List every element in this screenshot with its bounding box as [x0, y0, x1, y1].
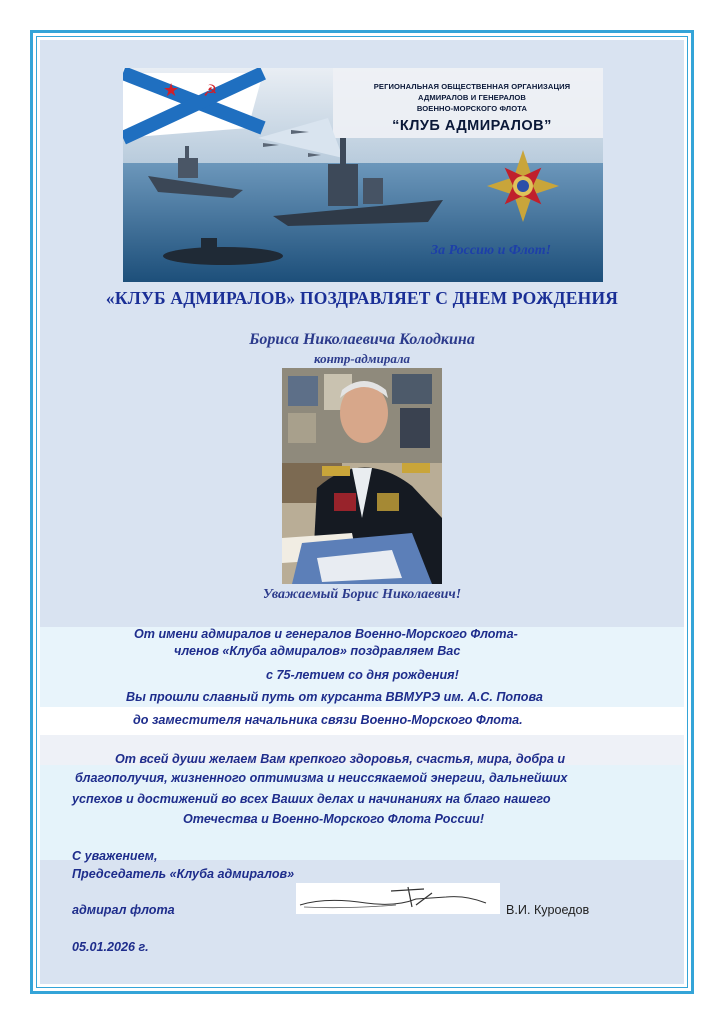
honoree-name: Бориса Николаевича Колодкина	[249, 331, 475, 348]
page-title: «КЛУБ АДМИРАЛОВ» ПОЗДРАВЛЯЕТ С ДНЕМ РОЖДЕНИЯ	[105, 288, 619, 308]
signer-name: В.И. Куроедов	[506, 903, 590, 917]
honoree-photo	[282, 368, 442, 584]
motto: За Россию и Флот!	[431, 243, 552, 258]
body-line: благополучия, жизненного оптимизма и неиссякаемой энергии, дальнейших	[75, 771, 568, 785]
org-line: ВОЕННО-МОРСКОГО ФЛОТА	[416, 104, 528, 113]
portrait-illustration	[282, 368, 442, 584]
body-line: членов «Клуба адмиралов» поздравляем Вас	[174, 644, 461, 658]
signer-position: Председатель «Клуба адмиралов»	[72, 867, 295, 881]
body-line: с 75-летием со дня рождения!	[266, 668, 459, 682]
honoree-rank: контр-адмирала	[313, 351, 410, 366]
organization-title	[347, 81, 597, 134]
body-line: От имени адмиралов и генералов Военно-Морского Флота-	[134, 627, 518, 641]
club-name: “КЛУБ АДМИРАЛОВ”	[392, 118, 552, 134]
date: 05.01.2026 г.	[72, 940, 149, 954]
body-line: От всей души желаем Вам крепкого здоровья, счастья, мира, добра и	[115, 752, 566, 766]
svg-text:★: ★	[163, 80, 180, 101]
body-line: Отечества и Военно-Морского Флота России!	[183, 812, 485, 826]
org-line: АДМИРАЛОВ И ГЕНЕРАЛОВ	[417, 93, 527, 102]
body-line: до заместителя начальника связи Военно-Морского Флота.	[133, 713, 523, 727]
regards: С уважением,	[72, 849, 158, 863]
org-line: РЕГИОНАЛЬНАЯ ОБЩЕСТВЕННАЯ ОРГАНИЗАЦИЯ	[373, 82, 571, 91]
club-banner	[123, 68, 603, 282]
body-line: успехов и достижений во всех Ваших делах и начинаниях на благо нашего	[72, 792, 551, 806]
handwritten-signature-icon	[296, 883, 500, 914]
greeting: Уважаемый Борис Николаевич!	[262, 587, 462, 602]
body-line: Вы прошли славный путь от курсанта ВВМУРЭ им. А.С. Попова	[126, 690, 543, 704]
svg-text:☭: ☭	[203, 81, 218, 100]
signer-rank: адмирал флота	[72, 903, 175, 917]
signature-image	[296, 883, 500, 914]
